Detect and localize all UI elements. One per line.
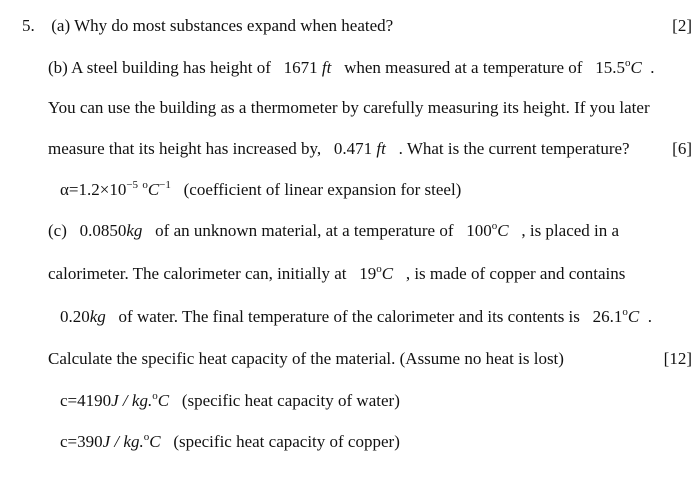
height-value: 1671	[283, 58, 318, 77]
question-number: 5.	[22, 16, 35, 35]
calorimeter-temp: 19$^o$C	[359, 263, 394, 283]
water-c-formula: c=4190J / kg.$^o$C	[60, 390, 170, 410]
part-b-text: when measured at a temperature of	[344, 58, 583, 77]
water-c-note: (specific heat capacity of water)	[181, 391, 400, 410]
part-b-line-1: (b) A steel building has height of 1671 ft when measured at a temperature of 15.5$^o$C .	[48, 57, 655, 77]
part-c-line-3: 0.20kg of water. The final temperature of the calorimeter and its contents is 26.1$^o$C .	[60, 306, 652, 326]
final-temp: 26.1$^o$C	[592, 306, 640, 326]
water-c-line	[60, 391, 400, 411]
part-c-label: (c)	[48, 221, 67, 240]
part-b-text: A steel building has height of	[71, 58, 271, 77]
increase-unit: ft	[376, 139, 386, 158]
part-b-marks: [6]	[672, 139, 692, 158]
part-c-line-2	[48, 264, 625, 284]
question-a-line	[22, 16, 393, 36]
water-mass-unit: kg	[89, 307, 106, 326]
alpha-formula: $\alpha=1.2\times 10^{-5}$ $^oC^{-1}$	[60, 179, 171, 199]
part-a-text: Why do most substances expand when heated?	[74, 16, 394, 35]
part-b-text: . What is the current temperature?	[398, 139, 630, 158]
part-c-marks: [12]	[663, 349, 692, 368]
mass-unit: kg	[126, 221, 143, 240]
part-c-line-1	[48, 221, 619, 241]
mass-value: 0.0850	[79, 221, 127, 240]
copper-c-formula: c=390J / kg.$^o$C	[60, 431, 161, 451]
material-temp: 100$^o$C	[466, 220, 509, 240]
part-a-label: (a)	[51, 16, 71, 35]
part-c-text: of an unknown material, at a temperature of	[155, 221, 454, 240]
part-b-line-2: You can use the building as a thermometer by carefully measuring its height. If you later	[48, 98, 650, 117]
part-c-text: , is made of copper and contains	[405, 264, 626, 283]
increase-value: 0.471	[333, 139, 373, 158]
part-b-label: (b)	[48, 58, 68, 77]
part-c-text: calorimeter. The calorimeter can, initially at	[48, 264, 347, 283]
temp-initial: 15.5$^o$C	[595, 57, 642, 77]
water-mass-value: 0.20	[60, 307, 90, 326]
height-unit: ft	[321, 58, 332, 77]
part-b-line-3	[48, 139, 630, 159]
copper-c-note: (specific heat capacity of copper)	[173, 432, 400, 451]
part-c-text: , is placed in a	[521, 221, 620, 240]
part-c-line-4: Calculate the specific heat capacity of the material. (Assume no heat is lost)	[48, 349, 564, 368]
alpha-note: (coefficient of linear expansion for steel)	[183, 180, 462, 199]
part-b-text: measure that its height has increased by,	[48, 139, 322, 158]
alpha-line	[60, 180, 461, 200]
part-a-marks: [2]	[672, 16, 692, 35]
copper-c-line	[60, 432, 400, 452]
part-c-text: of water. The final temperature of the calorimeter and its contents is	[118, 307, 580, 326]
